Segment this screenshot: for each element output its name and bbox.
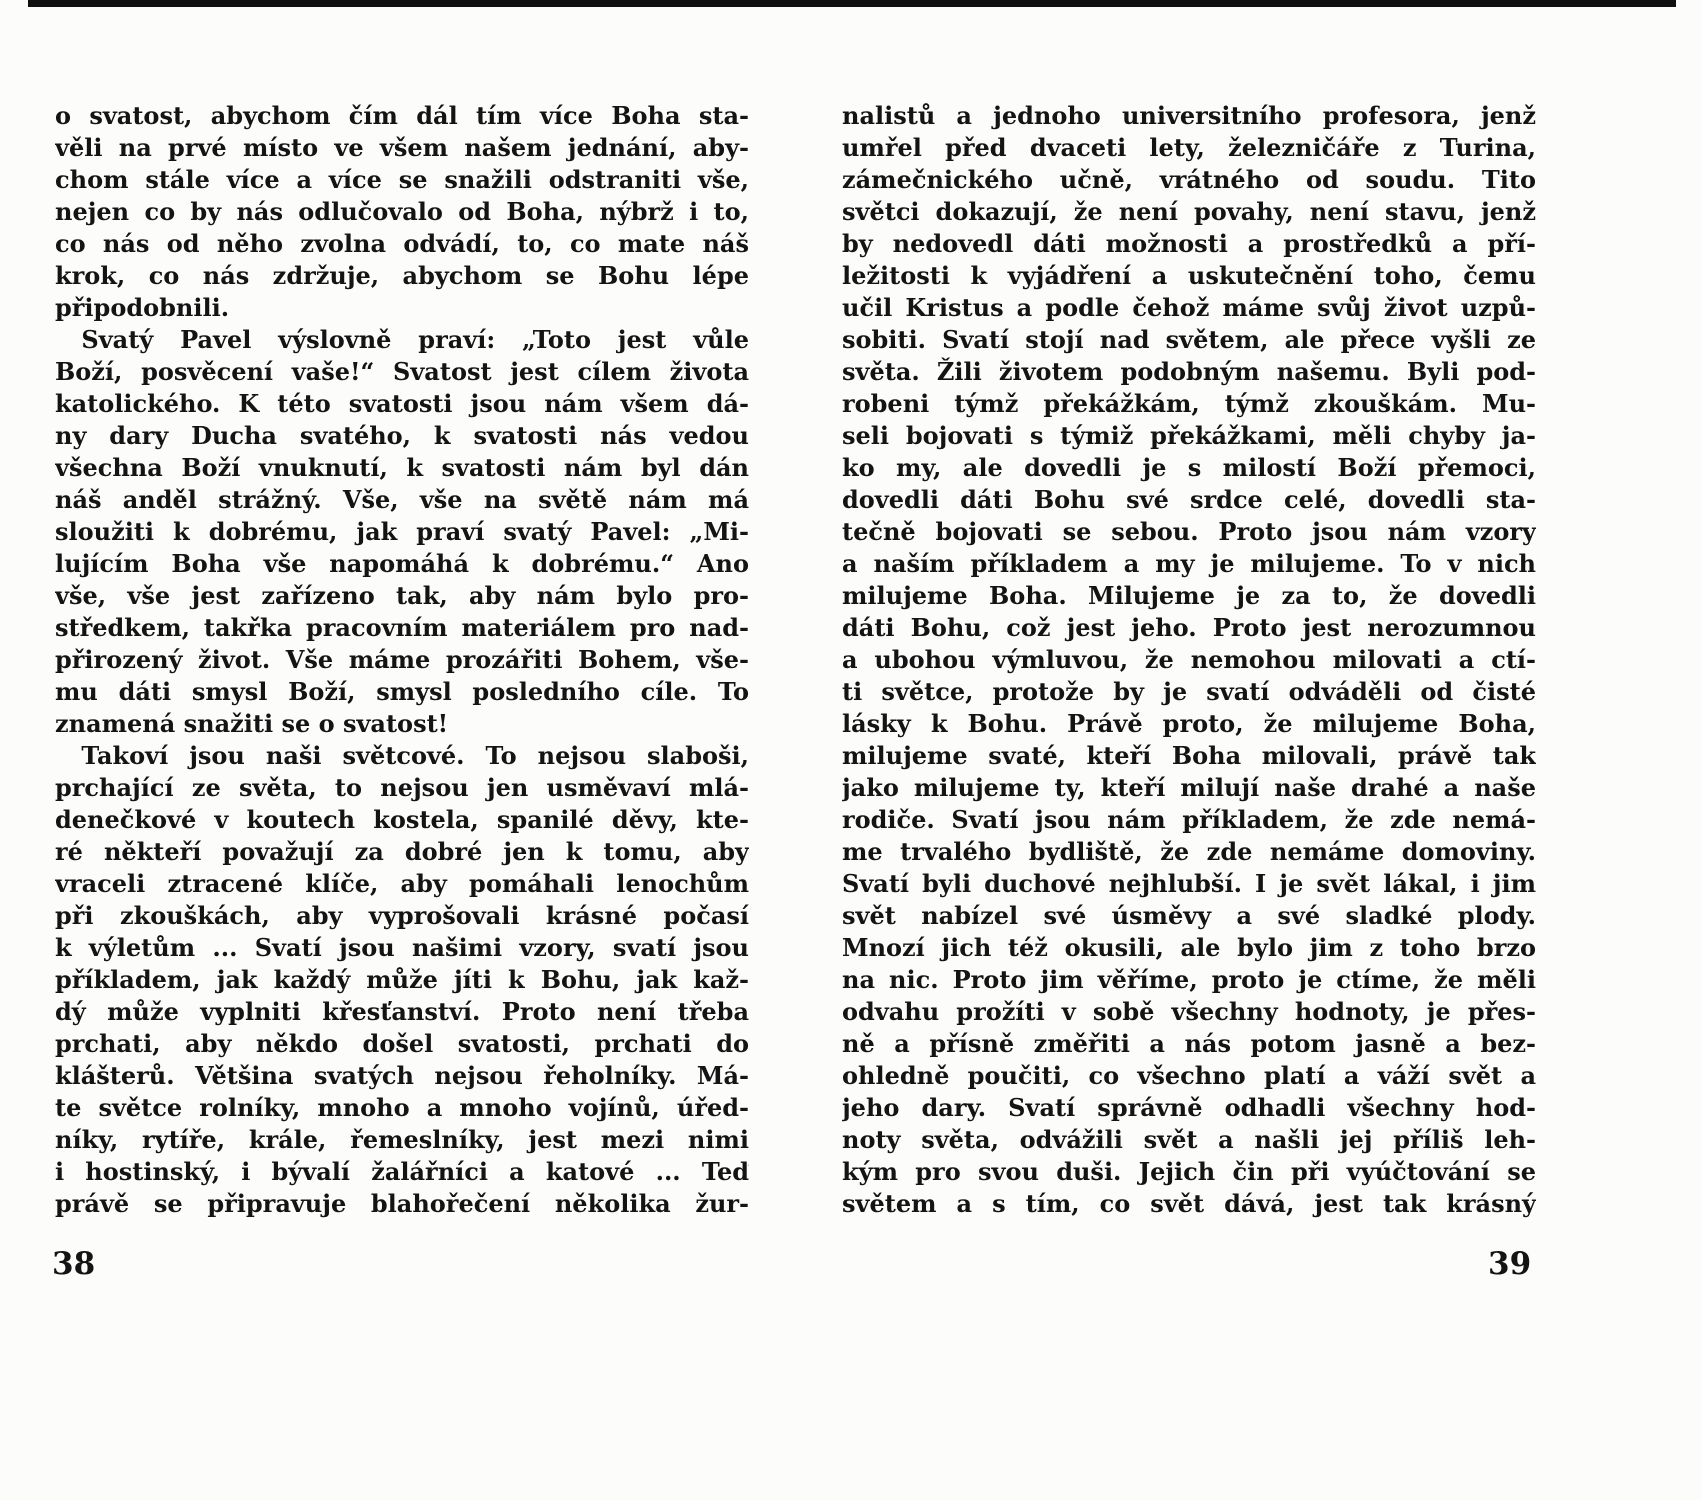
text-line: te světce rolníky, mnoho a mnoho vojínů, úřed- bbox=[55, 1093, 749, 1122]
text-line: nejen co by nás odlučovalo od Boha, nýbrž i to, bbox=[55, 197, 749, 226]
text-line: níky, rytíře, krále, řemeslníky, jest mezi nimi bbox=[55, 1125, 749, 1154]
text-line: Boží, posvěcení vaše!“ Svatost jest cílem života bbox=[55, 357, 749, 386]
text-line: o svatost, abychom čím dál tím více Boha sta- bbox=[55, 101, 749, 130]
text-line: a naším příkladem a my je milujeme. To v nich bbox=[842, 549, 1536, 578]
text-line: Svatí byli duchové nejhlubší. I je svět lákal, i jim bbox=[842, 869, 1536, 898]
text-line: dovedli dáti Bohu své srdce celé, dovedli sta- bbox=[842, 485, 1536, 514]
text-line: krok, co nás zdržuje, abychom se Bohu lépe bbox=[55, 261, 749, 290]
text-column-right bbox=[842, 100, 1536, 1220]
text-line: náš anděl strážný. Vše, vše na světě nám má bbox=[55, 485, 749, 514]
text-line: světa. Žili životem podobným našemu. Byli pod- bbox=[842, 357, 1536, 386]
text-line: kým pro svou duši. Jejich čin při vyúčtování se bbox=[842, 1157, 1536, 1186]
text-line: i hostinský, i bývalí žalářníci a katové ... Teď bbox=[55, 1157, 749, 1186]
text-line: na nic. Proto jim věříme, proto je ctíme, že měli bbox=[842, 965, 1536, 994]
text-line: chom stále více a více se snažili odstraniti vše, bbox=[55, 165, 749, 194]
text-line: Mnozí jich též okusili, ale bylo jim z toho brzo bbox=[842, 933, 1536, 962]
text-line: při zkouškách, aby vyprošovali krásné počasí bbox=[55, 901, 749, 930]
text-line: ohledně poučiti, co všechno platí a váží svět a bbox=[842, 1061, 1536, 1090]
text-line: umřel před dvaceti lety, železničáře z Turina, bbox=[842, 133, 1536, 162]
text-line: učil Kristus a podle čehož máme svůj život uzpů- bbox=[842, 293, 1536, 322]
text-line: ti světce, protože by je svatí odváděli od čisté bbox=[842, 677, 1536, 706]
text-line: světem a s tím, co svět dává, jest tak krásný bbox=[842, 1189, 1536, 1218]
text-line: ně a přísně změřiti a nás potom jasně a bez- bbox=[842, 1029, 1536, 1058]
text-line: sobiti. Svatí stojí nad světem, ale přece vyšli ze bbox=[842, 325, 1536, 354]
text-line: me trvalého bydliště, že zde nemáme domoviny. bbox=[842, 837, 1536, 866]
text-line: sloužiti k dobrému, jak praví svatý Pavel: „Mi- bbox=[55, 517, 749, 546]
text-line: připodobnili. bbox=[55, 293, 230, 322]
text-column-left bbox=[55, 100, 749, 1220]
text-line: lásky k Bohu. Právě proto, že milujeme Boha, bbox=[842, 709, 1536, 738]
text-line: vraceli ztracené klíče, aby pomáhali lenochům bbox=[55, 869, 749, 898]
text-line: by nedovedl dáti možnosti a prostředků a pří- bbox=[842, 229, 1536, 258]
text-line: nalistů a jednoho universitního profesora, jenž bbox=[842, 101, 1536, 130]
text-line: právě se připravuje blahořečení několika žur- bbox=[55, 1189, 749, 1218]
text-line: odvahu prožíti v sobě všechny hodnoty, je přes- bbox=[842, 997, 1536, 1026]
text-line: věli na prvé místo ve všem našem jednání, aby- bbox=[55, 133, 749, 162]
text-line: rodiče. Svatí jsou nám příkladem, že zde nemá- bbox=[842, 805, 1536, 834]
scan-artifact-top-edge bbox=[28, 0, 1676, 7]
text-line: a ubohou výmluvou, že nemohou milovati a ctí- bbox=[842, 645, 1536, 674]
text-line: Svatý Pavel výslovně praví: „Toto jest vůle bbox=[81, 325, 749, 354]
text-line: dáti Bohu, což jest jeho. Proto jest nerozumnou bbox=[842, 613, 1536, 642]
text-line: jako milujeme ty, kteří milují naše drahé a naše bbox=[842, 773, 1536, 802]
page-number-right: 39 bbox=[1488, 1246, 1532, 1282]
text-line: milujeme Boha. Milujeme je za to, že dovedli bbox=[842, 581, 1536, 610]
text-line: znamená snažiti se o svatost! bbox=[55, 709, 449, 738]
text-line: vše, vše jest zařízeno tak, aby nám bylo pro- bbox=[55, 581, 749, 610]
text-line: ležitosti k vyjádření a uskutečnění toho, čemu bbox=[842, 261, 1536, 290]
text-line: jeho dary. Svatí správně odhadli všechny hod- bbox=[842, 1093, 1536, 1122]
text-line: všechna Boží vnuknutí, k svatosti nám byl dán bbox=[55, 453, 749, 482]
paragraph bbox=[55, 740, 749, 1220]
text-line: příkladem, jak každý může jíti k Bohu, jak kaž- bbox=[55, 965, 749, 994]
text-line: milujeme svaté, kteří Boha milovali, právě tak bbox=[842, 741, 1536, 770]
page-number-left: 38 bbox=[52, 1246, 96, 1282]
text-line: lujícím Boha vše napomáhá k dobrému.“ Ano bbox=[55, 549, 749, 578]
text-line: ko my, ale dovedli je s milostí Boží přemoci, bbox=[842, 453, 1536, 482]
paragraph bbox=[55, 324, 749, 740]
text-line: ny dary Ducha svatého, k svatosti nás vedou bbox=[55, 421, 749, 450]
text-line: zámečnického učně, vrátného od soudu. Tito bbox=[842, 165, 1536, 194]
text-line: Takoví jsou naši světcové. To nejsou slaboši, bbox=[81, 741, 749, 770]
text-line: seli bojovati s týmiž překážkami, měli chyby ja- bbox=[842, 421, 1536, 450]
text-line: středkem, takřka pracovním materiálem pro nad- bbox=[55, 613, 749, 642]
text-line: co nás od něho zvolna odvádí, to, co mate náš bbox=[55, 229, 749, 258]
paragraph bbox=[842, 100, 1536, 1220]
text-line: ré někteří považují za dobré jen k tomu, aby bbox=[55, 837, 749, 866]
text-line: tečně bojovati se sebou. Proto jsou nám vzory bbox=[842, 517, 1536, 546]
text-line: noty světa, odvážili svět a našli jej příliš leh- bbox=[842, 1125, 1536, 1154]
text-line: svět nabízel své úsměvy a své sladké plody. bbox=[842, 901, 1536, 930]
text-line: k výletům ... Svatí jsou našimi vzory, svatí jsou bbox=[55, 933, 749, 962]
text-line: přirozený život. Vše máme prozářiti Bohem, vše- bbox=[55, 645, 749, 674]
text-line: denečkové v koutech kostela, spanilé děvy, kte- bbox=[55, 805, 749, 834]
text-line: mu dáti smysl Boží, smysl posledního cíle. To bbox=[55, 677, 749, 706]
text-line: robeni týmž překážkám, týmž zkouškám. Mu- bbox=[842, 389, 1536, 418]
text-line: klášterů. Většina svatých nejsou řeholníky. Má- bbox=[55, 1061, 749, 1090]
text-line: světci dokazují, že není povahy, není stavu, jenž bbox=[842, 197, 1536, 226]
text-line: katolického. K této svatosti jsou nám všem dá- bbox=[55, 389, 749, 418]
text-line: dý může vyplniti křesťanství. Proto není třeba bbox=[55, 997, 749, 1026]
paragraph bbox=[55, 100, 749, 324]
text-line: prchati, aby někdo došel svatosti, prchati do bbox=[55, 1029, 749, 1058]
text-line: prchající ze světa, to nejsou jen usměvaví mlá- bbox=[55, 773, 749, 802]
